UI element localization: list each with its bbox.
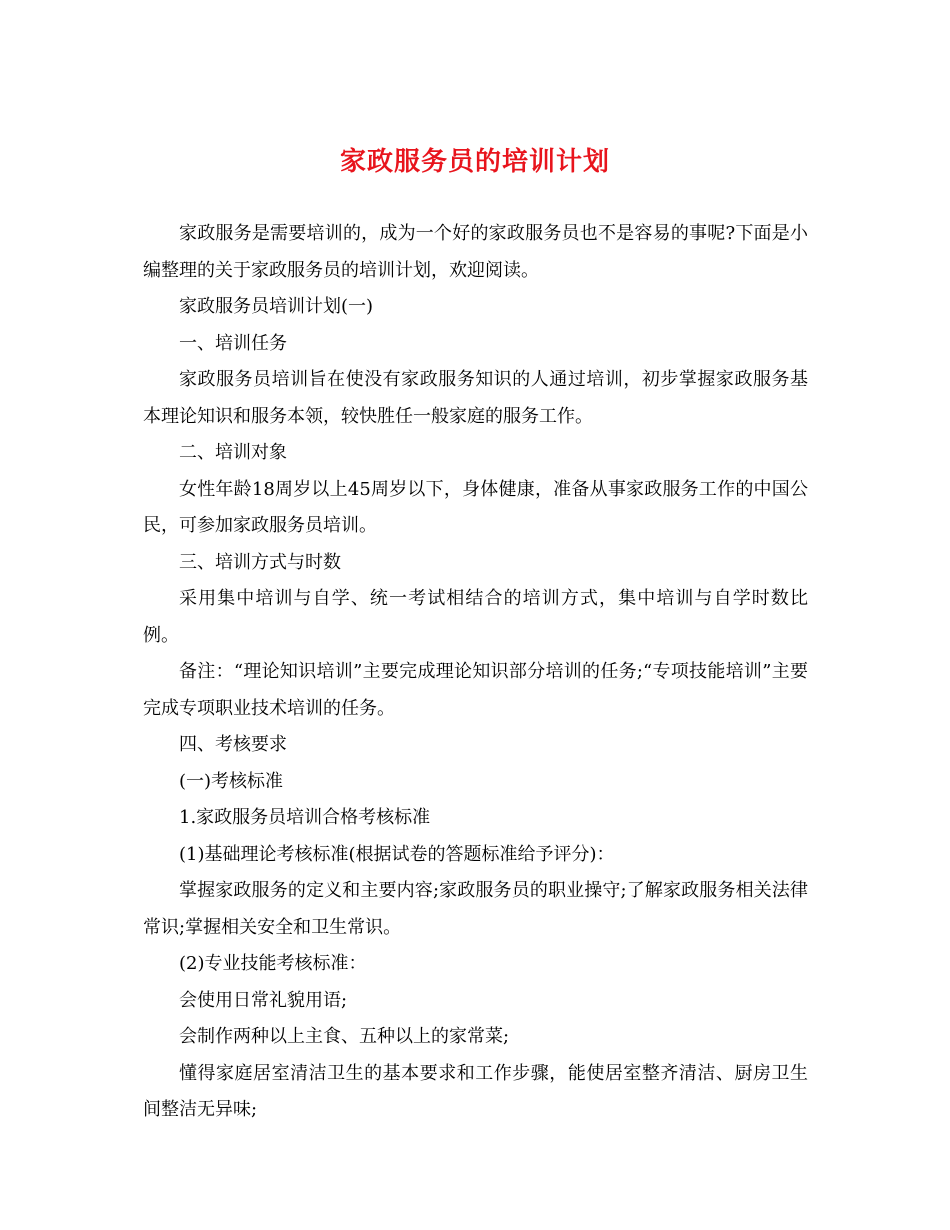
paragraph-training-target: 女性年龄18周岁以上45周岁以下，身体健康，准备从事家政服务工作的中国公民，可参加家政服务员培训。 bbox=[143, 478, 808, 536]
document-title: 家政服务员的培训计划 bbox=[339, 147, 610, 177]
subheading-qualification-standard: 1.家政服务员培训合格考核标准 bbox=[179, 807, 431, 828]
list-item-cleaning: 懂得家庭居室清洁卫生的基本要求和工作步骤，能使居室整齐清洁、厨房卫生间整洁无异味; bbox=[143, 1062, 808, 1120]
section-heading-training-target: 二、培训对象 bbox=[179, 442, 287, 463]
section-heading-assessment: 四、考核要求 bbox=[179, 734, 287, 755]
list-item-cooking: 会制作两种以上主食、五种以上的家常菜; bbox=[179, 1026, 510, 1047]
subheading-skill-standard: (2)专业技能考核标准： bbox=[179, 953, 367, 974]
section-heading-plan-one: 家政服务员培训计划(一) bbox=[179, 296, 374, 317]
paragraph-theory-standard: 掌握家政服务的定义和主要内容;家政服务员的职业操守;了解家政服务相关法律常识;掌握相关安全和卫生常识。 bbox=[143, 880, 808, 938]
paragraph-training-task: 家政服务员培训旨在使没有家政服务知识的人通过培训，初步掌握家政服务基本理论知识和服务本领，较快胜任一般家庭的服务工作。 bbox=[143, 369, 808, 427]
section-heading-training-task: 一、培训任务 bbox=[179, 332, 287, 354]
section-heading-training-method: 三、培训方式与时数 bbox=[179, 551, 341, 573]
subheading-theory-standard: (1)基础理论考核标准(根据试卷的答题标准给予评分)： bbox=[179, 843, 615, 865]
paragraph-intro: 家政服务是需要培训的，成为一个好的家政服务员也不是容易的事呢?下面是小编整理的关于家政服务员的培训计划，欢迎阅读。 bbox=[143, 223, 808, 281]
list-item-polite-language: 会使用日常礼貌用语; bbox=[179, 989, 348, 1011]
subheading-assessment-standard: (一)考核标准 bbox=[179, 770, 284, 792]
paragraph-training-method: 采用集中培训与自学、统一考试相结合的培训方式，集中培训与自学时数比例。 bbox=[143, 588, 808, 646]
document-body bbox=[143, 216, 808, 1129]
paragraph-note: 备注：“理论知识培训”主要完成理论知识部分培训的任务;“专项技能培训”主要完成专项职业技术培训的任务。 bbox=[143, 661, 808, 719]
